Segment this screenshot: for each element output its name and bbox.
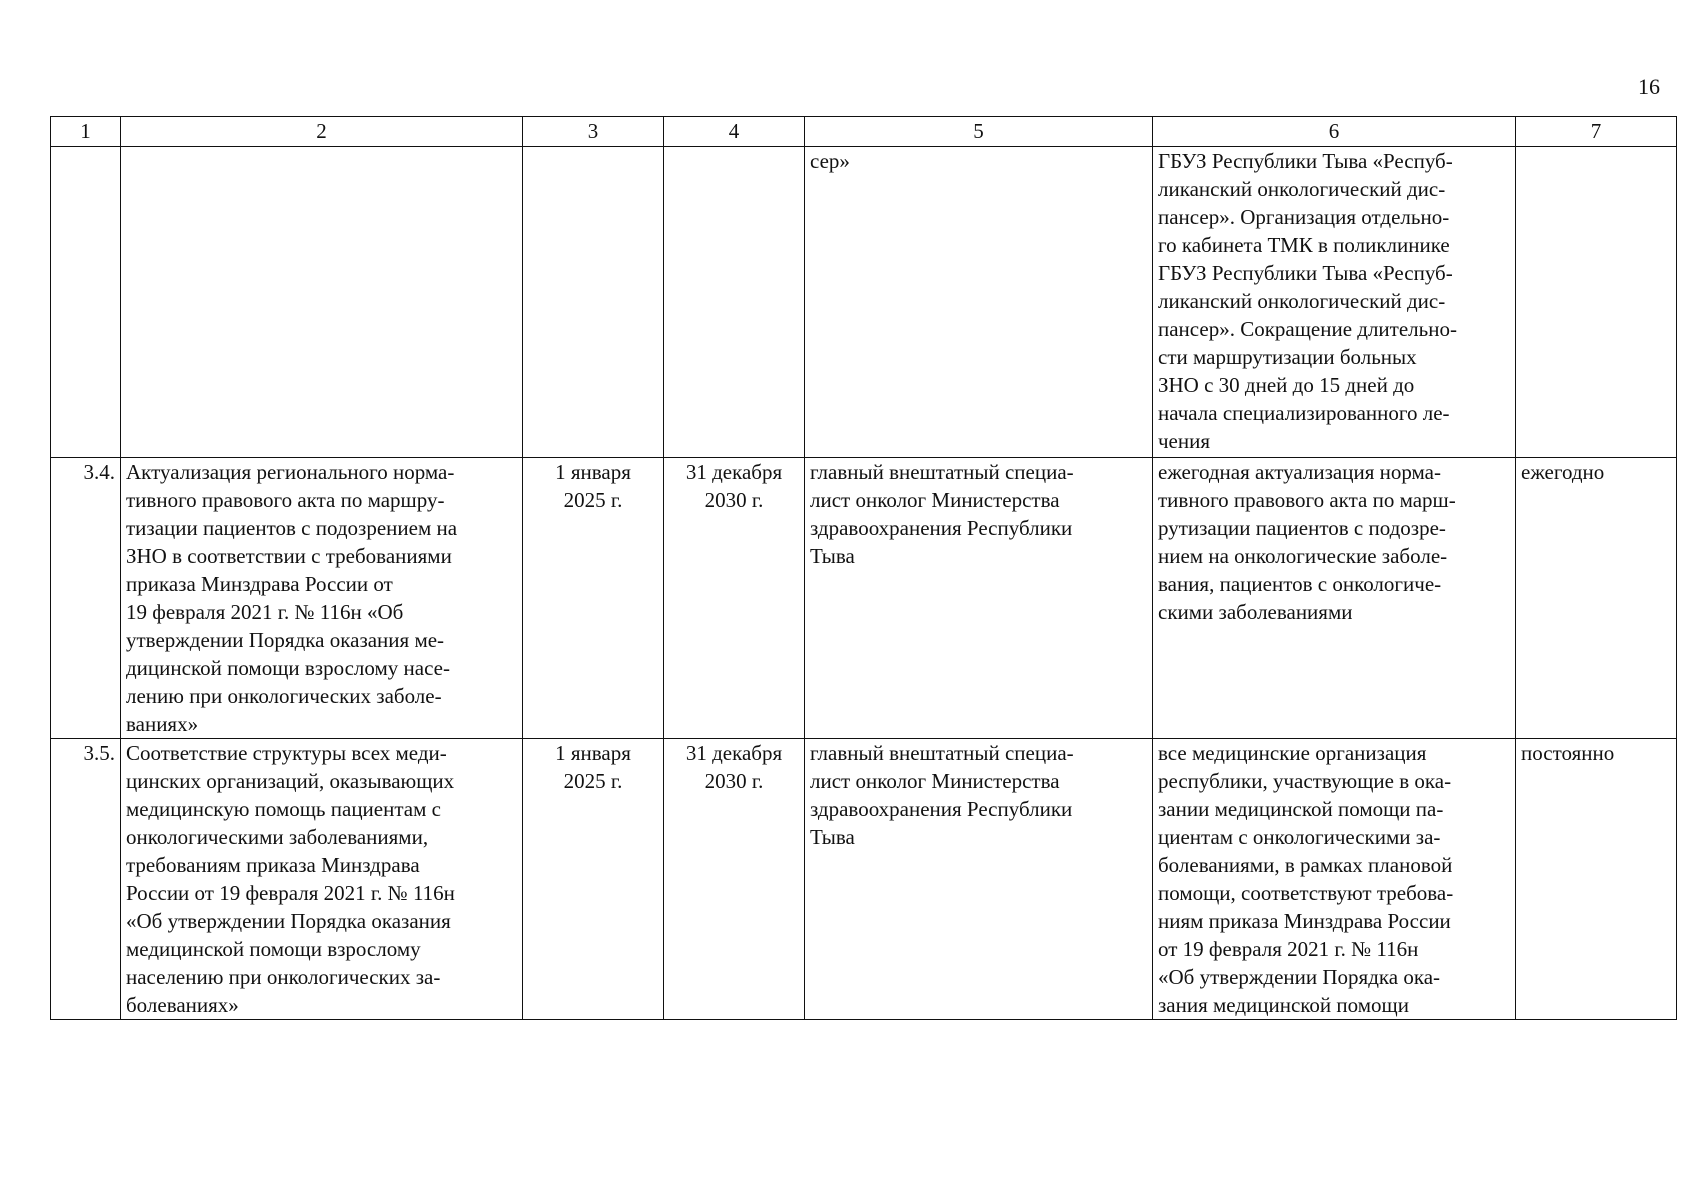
cell-result: ГБУЗ Республики Тыва «Респуб- ликанский онкологический дис- пансер». Организация отдельно- го кабинета ТМК в поликлинике ГБУЗ Республики Тыва «Респуб- ликанский онкологический дис- пансер». Сокращение длительно- сти маршрутизации больных ЗНО с 30 дней до 15 дней до начала специализированного ле- чения: [1153, 147, 1516, 458]
cell-end-date: [664, 147, 805, 458]
cell-num: [51, 147, 121, 458]
cell-responsible: сер»: [805, 147, 1153, 458]
header-col-7: 7: [1516, 117, 1677, 147]
cell-period: [1516, 147, 1677, 458]
measures-table: [50, 116, 1677, 1020]
cell-name: Актуализация регионального норма- тивного правового акта по маршру- тизации пациентов с подозрением на ЗНО в соответствии с требованиями приказа Минздрава России от 19 февраля 2021 г. № 116н «Об утверждении Порядка оказания ме- дицинской помощи взрослому насе- лению при онкологических заболе- ваниях»: [121, 458, 523, 739]
header-row: [51, 117, 1677, 147]
cell-result: все медицинские организация республики, участвующие в ока- зании медицинской помощи па- циентам с онкологическими за- болеваниями, в рамках плановой помощи, соответствуют требова- ниям приказа Минздрава России от 19 февраля 2021 г. № 116н «Об утверждении Порядка ока- зания медицинской помощи: [1153, 739, 1516, 1020]
cell-period: постоянно: [1516, 739, 1677, 1020]
cell-num: 3.4.: [51, 458, 121, 739]
header-col-6: 6: [1153, 117, 1516, 147]
header-col-5: 5: [805, 117, 1153, 147]
table-row-continuation: [51, 147, 1677, 458]
table-row-3-5: [51, 739, 1677, 1020]
table-row-3-4: [51, 458, 1677, 739]
header-col-1: 1: [51, 117, 121, 147]
cell-start-date: 1 января 2025 г.: [523, 458, 664, 739]
cell-start-date: [523, 147, 664, 458]
cell-end-date: 31 декабря 2030 г.: [664, 739, 805, 1020]
cell-end-date: 31 декабря 2030 г.: [664, 458, 805, 739]
header-col-2: 2: [121, 117, 523, 147]
cell-period: ежегодно: [1516, 458, 1677, 739]
cell-num: 3.5.: [51, 739, 121, 1020]
cell-name: Соответствие структуры всех меди- цинских организаций, оказывающих медицинскую помощь пациентам с онкологическими заболеваниями, требованиям приказа Минздрава России от 19 февраля 2021 г. № 116н «Об утверждении Порядка оказания медицинской помощи взрослому населению при онкологических за- болеваниях»: [121, 739, 523, 1020]
cell-responsible: главный внештатный специа- лист онколог Министерства здравоохранения Республики Тыва: [805, 458, 1153, 739]
cell-name: [121, 147, 523, 458]
page-number: 16: [1638, 74, 1660, 99]
cell-start-date: 1 января 2025 г.: [523, 739, 664, 1020]
header-col-4: 4: [664, 117, 805, 147]
cell-result: ежегодная актуализация норма- тивного правового акта по марш- рутизации пациентов с подозре- нием на онкологические заболе- вания, пациентов с онкологиче- скими заболеваниями: [1153, 458, 1516, 739]
header-col-3: 3: [523, 117, 664, 147]
cell-responsible: главный внештатный специа- лист онколог Министерства здравоохранения Республики Тыва: [805, 739, 1153, 1020]
